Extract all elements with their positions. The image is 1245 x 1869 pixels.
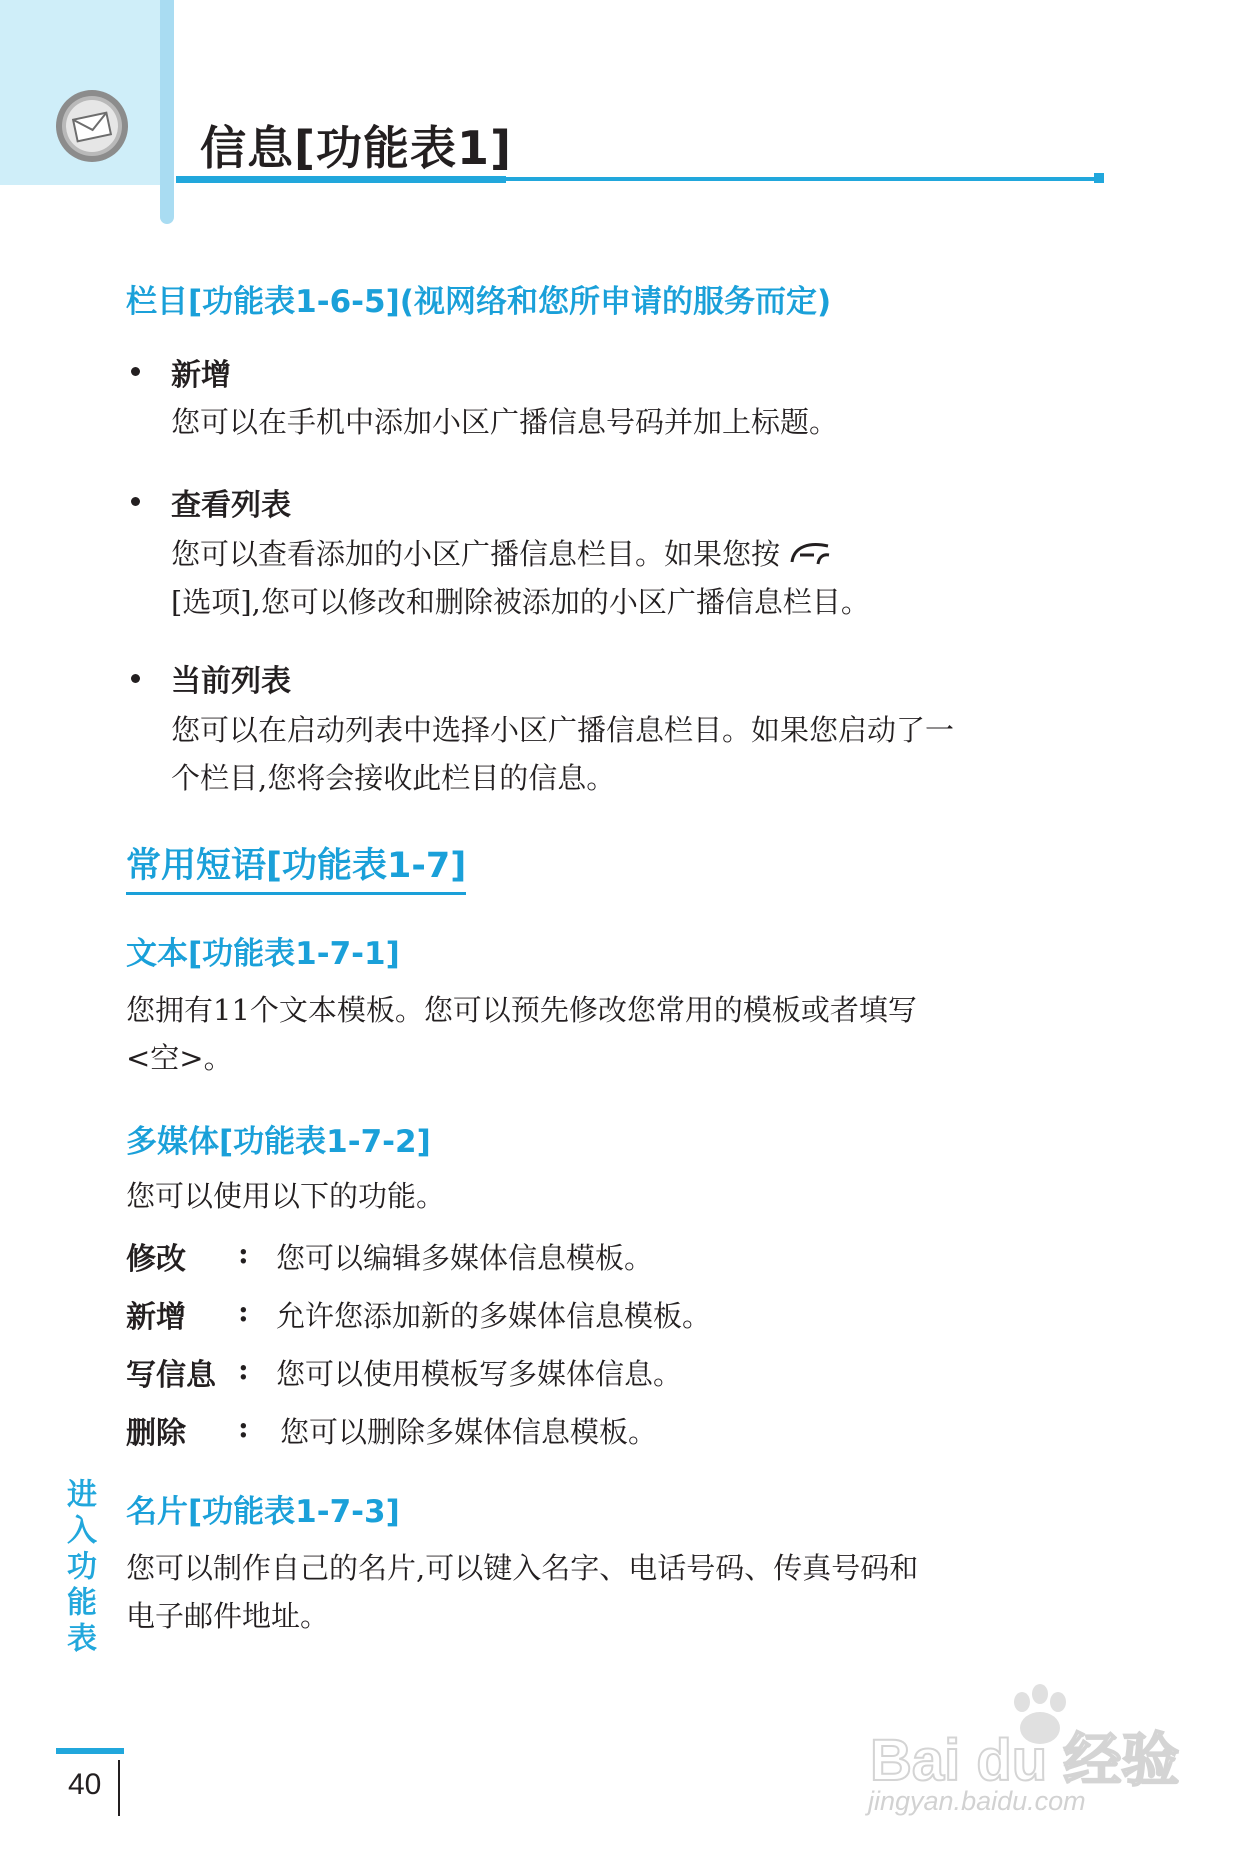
page-number-rule [56, 1748, 124, 1754]
item-title-current-list: 当前列表 [171, 664, 291, 699]
item-desc-view-list-line1: 您可以查看添加的小区广播信息栏目。如果您按 [171, 530, 832, 578]
watermark-url: jingyan.baidu.com [868, 1786, 1086, 1816]
chapter-tab-stripe [160, 0, 174, 224]
def-colon: : [238, 1236, 249, 1270]
section-heading-business-card: 名片[功能表1-7-3] [126, 1494, 400, 1530]
page-title: 信息[功能表1] [200, 121, 513, 175]
section-heading-templates: 常用短语[功能表1-7] [126, 838, 466, 895]
item-desc-add: 您可以在手机中添加小区广播信息号码并加上标题。 [171, 405, 839, 439]
def-desc-add: 允许您添加新的多媒体信息模板。 [276, 1299, 712, 1333]
def-colon: : [238, 1410, 249, 1444]
def-term-add: 新增 [126, 1300, 186, 1335]
section-heading-topics: 栏目[功能表1-6-5](视网络和您所申请的服务而定) [126, 284, 832, 320]
business-card-desc-line2: 电子邮件地址。 [126, 1599, 330, 1633]
bullet-dot [131, 367, 140, 376]
def-colon: : [238, 1294, 249, 1328]
text-desc-line2: <空>。 [126, 1041, 233, 1075]
def-colon: : [238, 1352, 249, 1386]
page-number: 40 [68, 1768, 102, 1801]
svg-text:Bai du 经验: Bai du 经验 [870, 1728, 1180, 1790]
section-heading-multimedia: 多媒体[功能表1-7-2] [126, 1124, 431, 1160]
left-softkey-icon [788, 538, 832, 568]
bullet-dot [131, 674, 140, 683]
text-desc-line1: 您拥有11个文本模板。您可以预先修改您常用的模板或者填写 [126, 993, 917, 1027]
section-heading-text: 文本[功能表1-7-1] [126, 936, 400, 972]
item-title-view-list: 查看列表 [171, 488, 291, 523]
def-term-write: 写信息 [126, 1358, 216, 1393]
def-desc-write: 您可以使用模板写多媒体信息。 [276, 1357, 683, 1391]
title-underline-accent [176, 176, 506, 183]
bullet-dot [131, 497, 140, 506]
watermark-logo [870, 1680, 1190, 1790]
business-card-desc-line1: 您可以制作自己的名片,可以键入名字、电话号码、传真号码和 [126, 1551, 919, 1585]
envelope-icon [52, 86, 132, 166]
item-desc-view-list-line2: [选项],您可以修改和删除被添加的小区广播信息栏目。 [171, 585, 870, 619]
page-number-divider [118, 1760, 120, 1816]
multimedia-intro: 您可以使用以下的功能。 [126, 1179, 446, 1213]
def-term-delete: 删除 [126, 1416, 186, 1451]
def-desc-delete: 您可以删除多媒体信息模板。 [280, 1415, 658, 1449]
def-term-edit: 修改 [126, 1242, 186, 1277]
item-desc-current-list-line1: 您可以在启动列表中选择小区广播信息栏目。如果您启动了一 [171, 713, 955, 747]
item-title-add: 新增 [171, 358, 231, 393]
def-desc-edit: 您可以编辑多媒体信息模板。 [276, 1241, 654, 1275]
item-desc-current-list-line2: 个栏目,您将会接收此栏目的信息。 [171, 761, 616, 795]
title-underline-end-marker [1094, 173, 1104, 183]
side-section-label: 进入功能表 [61, 1478, 96, 1658]
